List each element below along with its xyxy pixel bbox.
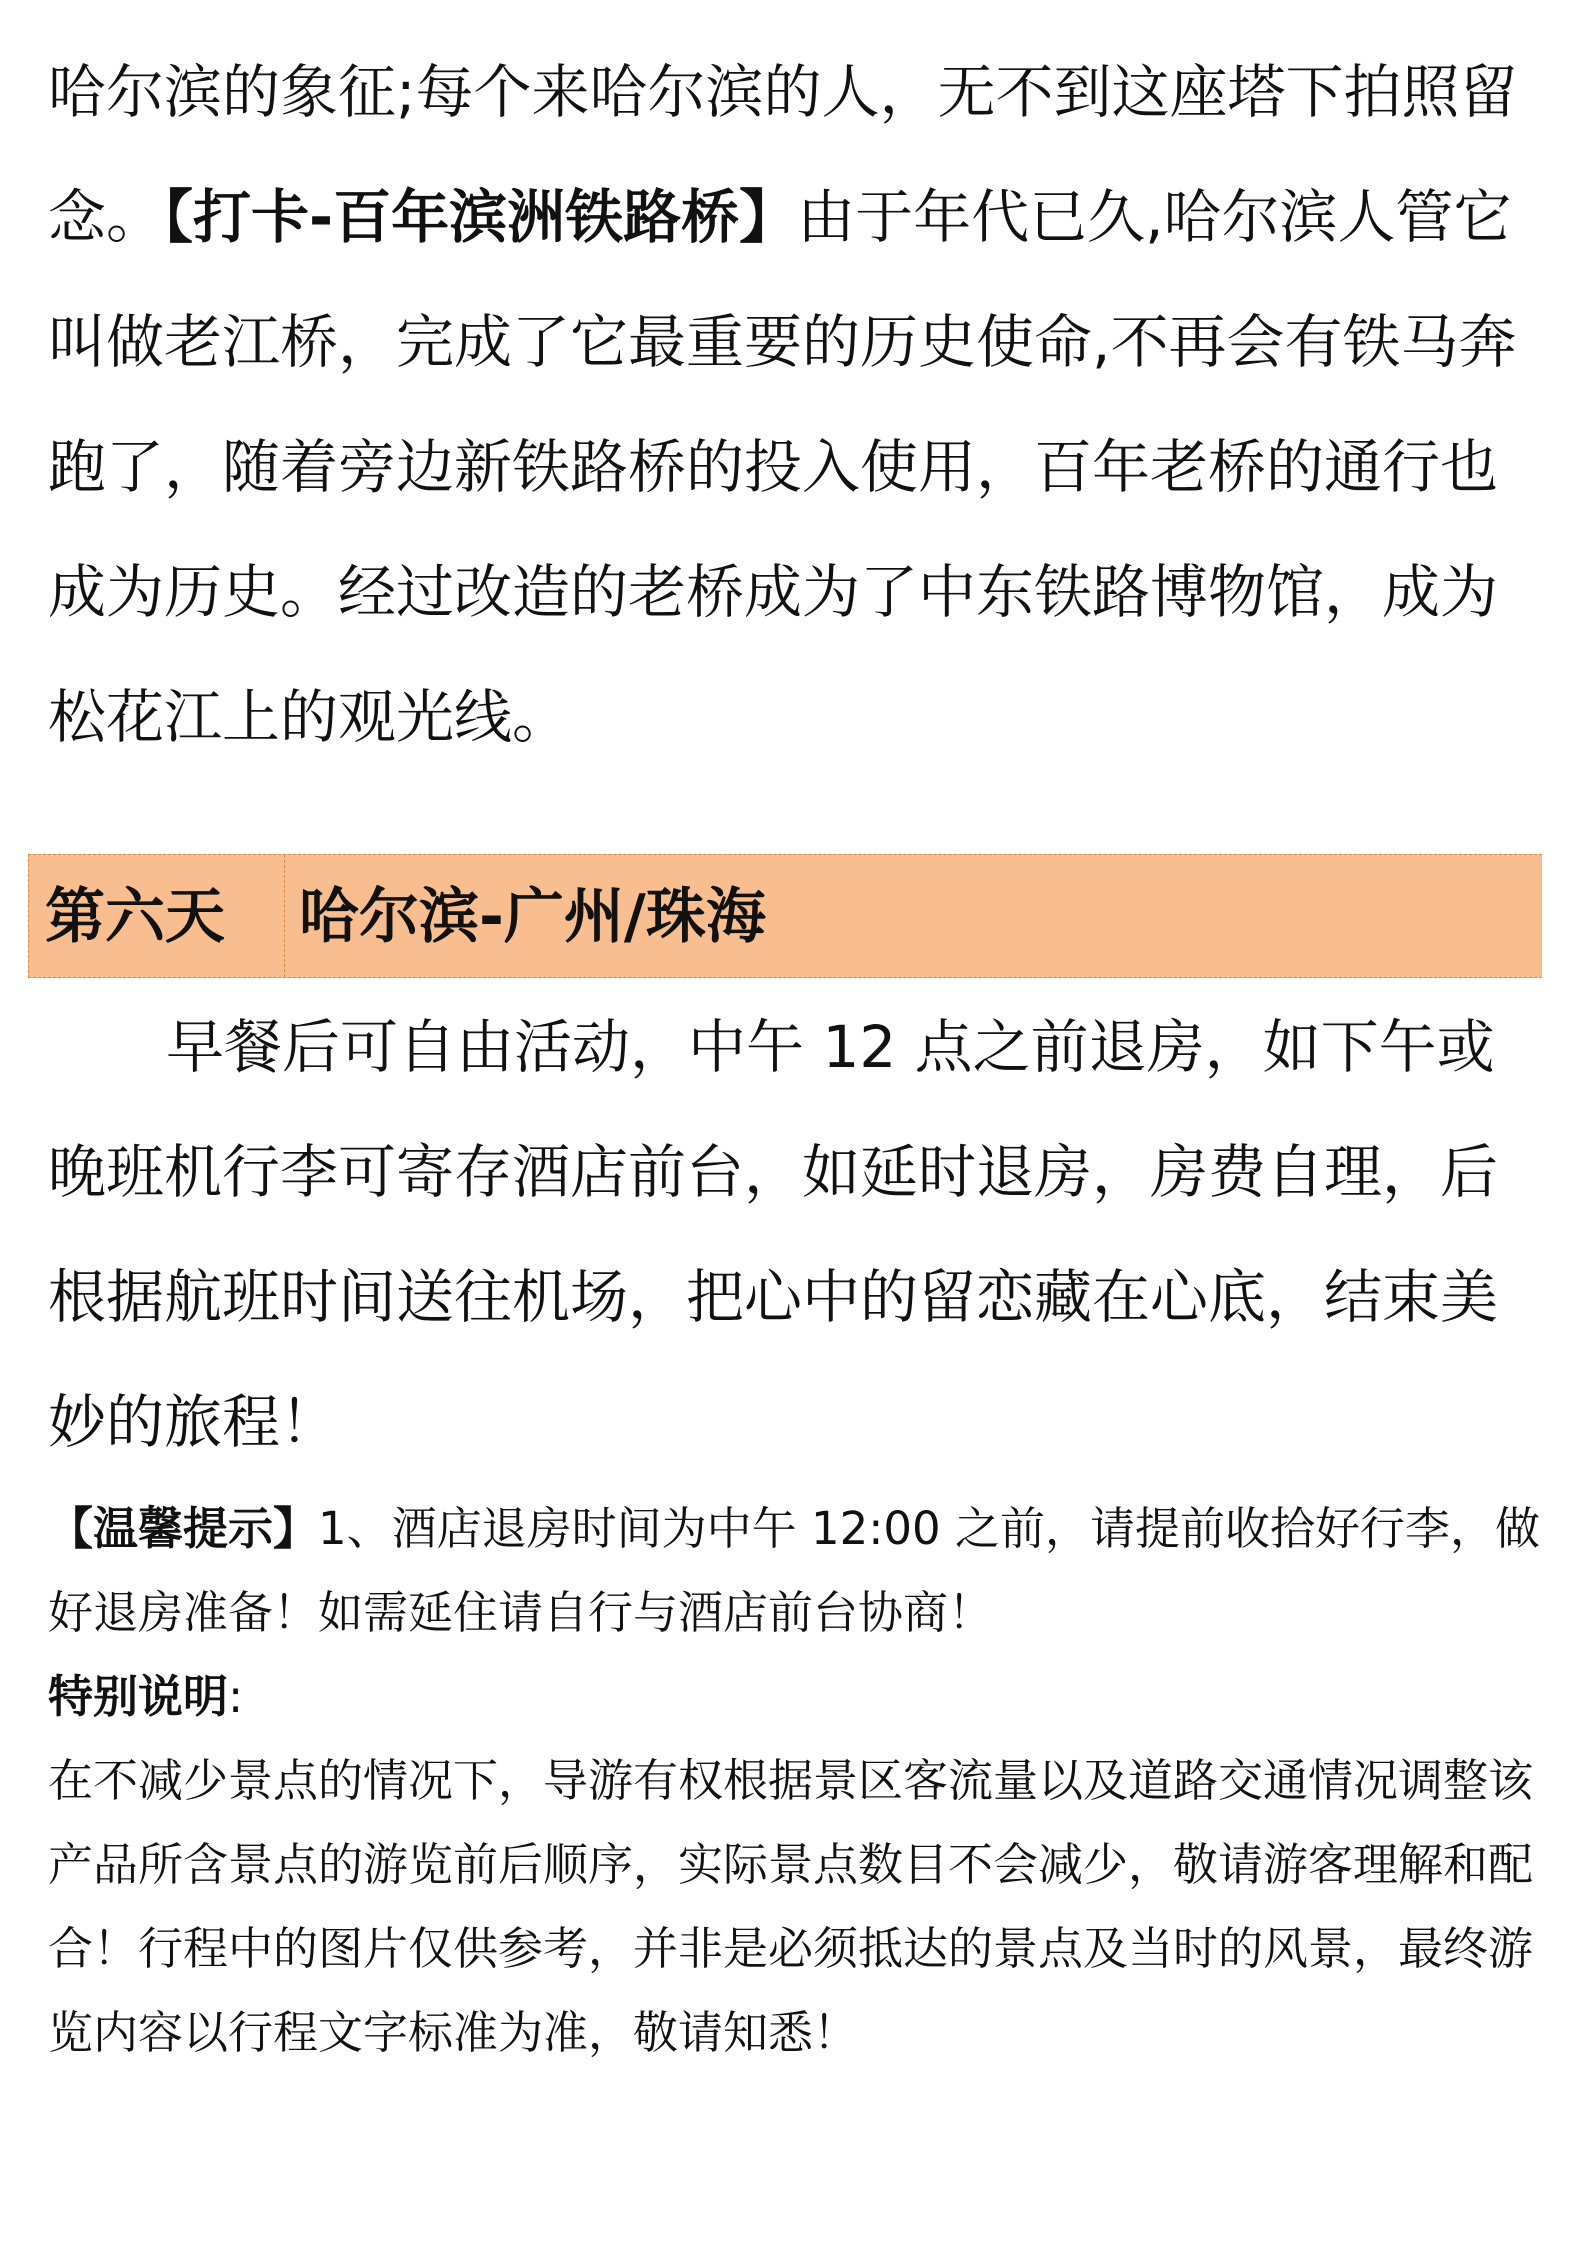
special-notice-body: 在不减少景点的情况下，导游有权根据景区客流量以及道路交通情况调整该产品所含景点的游览前后顺序，实际景点数目不会减少，敬请游客理解和配合！行程中的图片仅供参考，并非是必须抵达的景点及当时的风景，最终游览内容以行程文字标准为准，敬请知悉！ [48,1754,1534,2059]
tip-paragraph [48,1487,1550,1655]
day-header-divider [284,855,285,977]
paragraph-bridge-text-a: 哈尔滨的象征;每个来哈尔滨的人，无不到这座塔下拍照留念。 [48,58,1518,251]
special-notice-colon: : [228,1670,244,1723]
day-header-bar [28,854,1542,978]
day-route: 哈尔滨-广州/珠海 [299,882,766,952]
tip-text: 1、酒店退房时间为中午 12:00 之前，请提前收拾好行李，做好退房准备！如需延住请自行与酒店前台协商！ [48,1502,1540,1639]
special-notice-heading [48,1655,1550,1739]
day-label: 第六天 [45,882,225,952]
bridge-highlight-title: 【打卡-百年滨洲铁路桥】 [164,183,798,251]
special-notice-title: 特别说明 [48,1670,229,1723]
paragraph-bridge [48,30,1548,780]
tip-label: 【温馨提示】 [48,1502,319,1555]
paragraph-checkout: 早餐后可自由活动，中午 12 点之前退房，如下午或晚班机行李可寄存酒店前台，如延时退房，房费自理，后根据航班时间送往机场，把心中的留恋藏在心底，结束美妙的旅程！ [48,1013,1499,1456]
paragraph-bridge-text-b: 由于年代已久,哈尔滨人管它叫做老江桥，完成了它最重要的历史使命,不再会有铁马奔跑了，随着旁边新铁路桥的投入使用，百年老桥的通行也成为历史。经过改造的老桥成为了中东铁路博物馆，成为松花江上的观光线。 [48,183,1517,751]
